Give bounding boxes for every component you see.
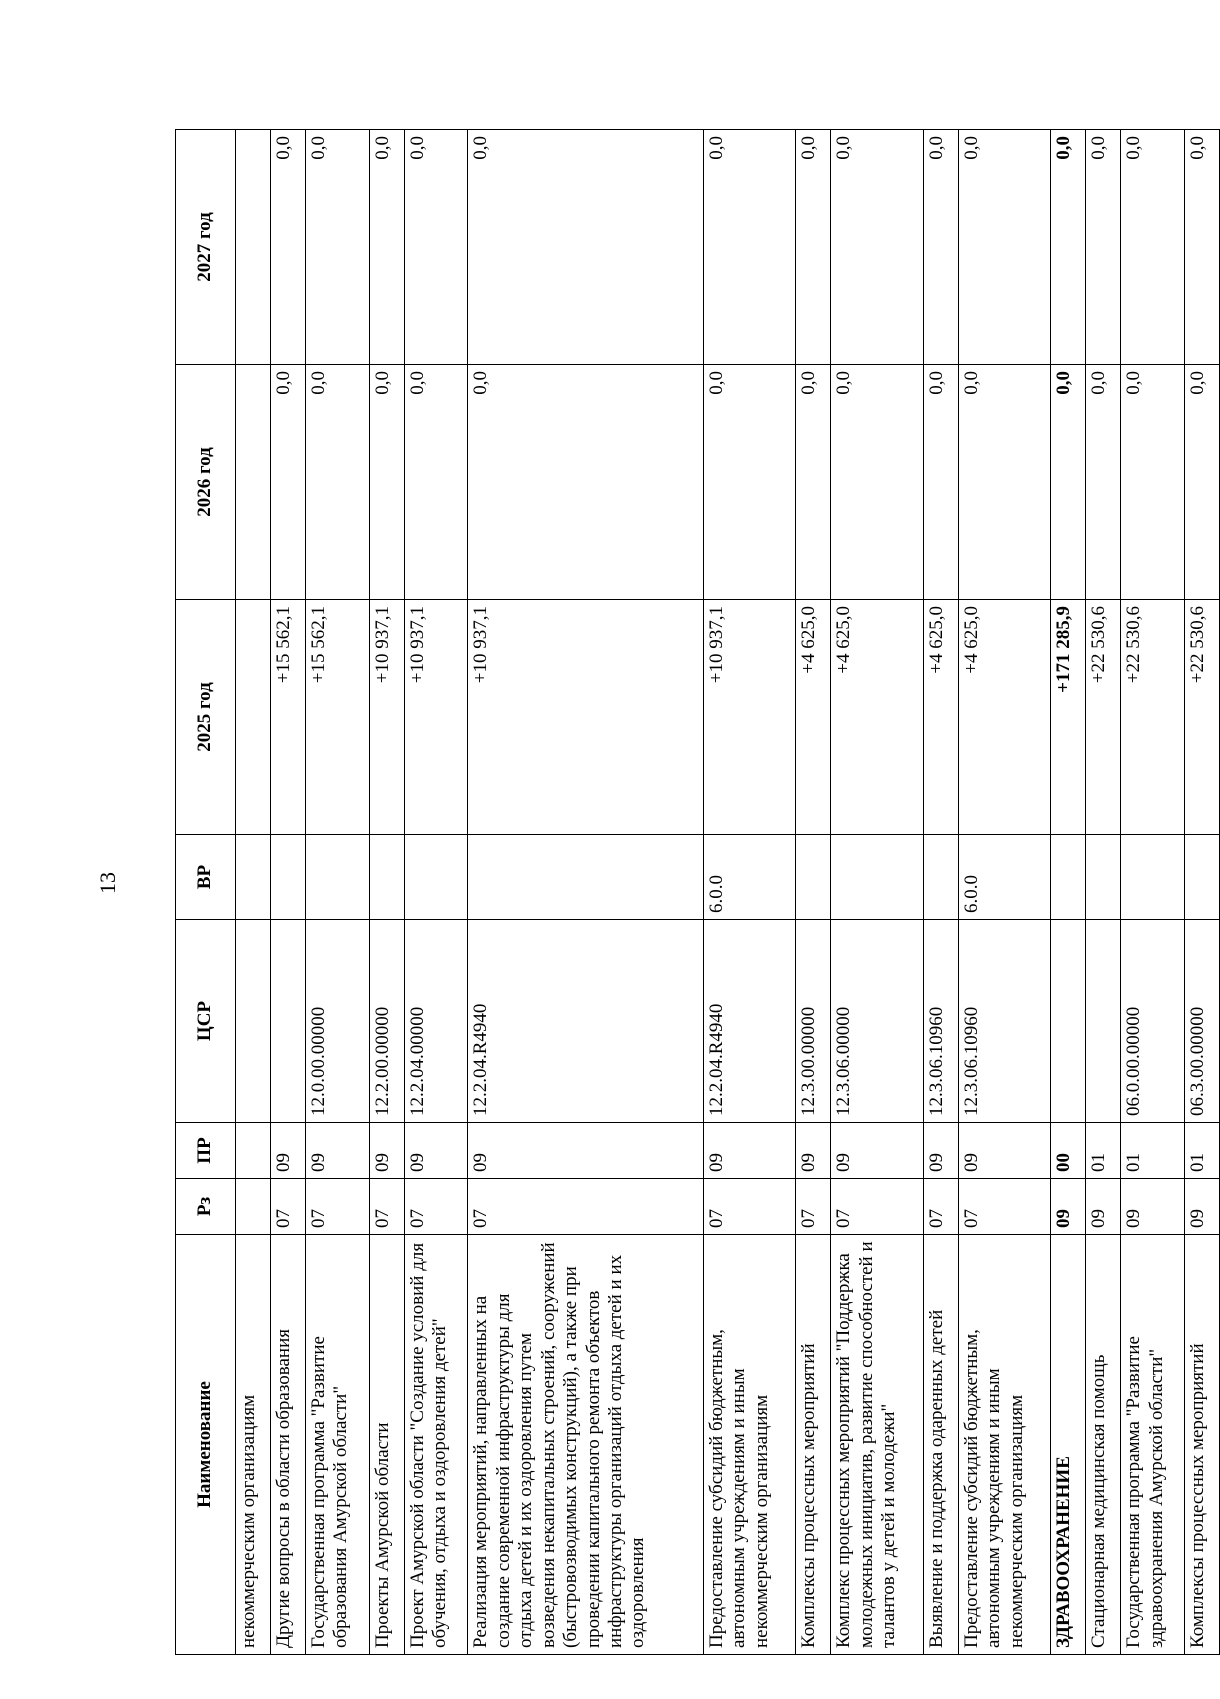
cell-2025: +15 562,1 (306, 600, 370, 835)
header-csr: ЦСР (176, 920, 236, 1123)
cell-name: Государственная программа "Развитие здравоохранения Амурской области" (1121, 1235, 1185, 1655)
cell-2027: 0,0 (831, 130, 923, 365)
cell-2026: 0,0 (404, 365, 468, 600)
table-row (796, 130, 831, 1655)
cell-2025: +10 937,1 (704, 600, 796, 835)
cell-csr (271, 920, 306, 1123)
cell-name: Комплекс процессных мероприятий "Поддержка молодежных инициатив, развитие способностей и талантов у детей и молодежи" (831, 1235, 923, 1655)
table-row (958, 130, 1050, 1655)
cell-csr (236, 920, 271, 1123)
cell-pr: 01 (1086, 1123, 1121, 1179)
table-row (704, 130, 796, 1655)
cell-pr: 09 (271, 1123, 306, 1179)
cell-2025: +22 530,6 (1086, 600, 1121, 835)
cell-pr (236, 1123, 271, 1179)
cell-pr: 09 (831, 1123, 923, 1179)
cell-name: Предоставление субсидий бюджетным, автономным учреждениям и иным некоммерческим организациям (958, 1235, 1050, 1655)
cell-2026: 0,0 (271, 365, 306, 600)
cell-2026: 0,0 (704, 365, 796, 600)
cell-csr (1086, 920, 1121, 1123)
cell-2025: +4 625,0 (958, 600, 1050, 835)
cell-2026: 0,0 (1086, 365, 1121, 600)
cell-pr: 09 (468, 1123, 704, 1179)
cell-2026: 0,0 (306, 365, 370, 600)
cell-csr: 12.2.00.00000 (369, 920, 404, 1123)
cell-rz (236, 1179, 271, 1235)
cell-csr (1051, 920, 1086, 1123)
cell-2026: 0,0 (1051, 365, 1086, 600)
cell-2025: +10 937,1 (404, 600, 468, 835)
cell-rz: 07 (923, 1179, 958, 1235)
header-2025: 2025 год (176, 600, 236, 835)
header-2027: 2027 год (176, 130, 236, 365)
cell-csr: 06.0.00.00000 (1121, 920, 1185, 1123)
cell-csr: 06.3.00.00000 (1184, 920, 1219, 1123)
table-row (1184, 130, 1219, 1655)
cell-2026: 0,0 (923, 365, 958, 600)
cell-2027: 0,0 (796, 130, 831, 365)
table-row (306, 130, 370, 1655)
cell-csr: 12.3.06.00000 (831, 920, 923, 1123)
cell-2025 (236, 600, 271, 835)
table-body (236, 130, 1220, 1655)
cell-csr: 12.2.04.R4940 (704, 920, 796, 1123)
cell-vr (831, 835, 923, 920)
cell-pr: 01 (1184, 1123, 1219, 1179)
cell-csr: 12.3.00.00000 (796, 920, 831, 1123)
cell-2026: 0,0 (831, 365, 923, 600)
cell-2025: +10 937,1 (369, 600, 404, 835)
cell-csr: 12.2.04.R4940 (468, 920, 704, 1123)
cell-csr: 12.3.06.10960 (923, 920, 958, 1123)
cell-csr: 12.0.00.00000 (306, 920, 370, 1123)
table-row (271, 130, 306, 1655)
cell-2026 (236, 365, 271, 600)
table-row (468, 130, 704, 1655)
table-row (1121, 130, 1185, 1655)
cell-pr: 09 (306, 1123, 370, 1179)
cell-pr: 01 (1121, 1123, 1185, 1179)
budget-table (175, 129, 1220, 1655)
cell-rz: 07 (404, 1179, 468, 1235)
cell-name: Проекты Амурской области (369, 1235, 404, 1655)
cell-2025: +171 285,9 (1051, 600, 1086, 835)
table-header-row (176, 130, 236, 1655)
header-rz: Рз (176, 1179, 236, 1235)
cell-rz: 07 (796, 1179, 831, 1235)
cell-vr (796, 835, 831, 920)
cell-pr: 09 (923, 1123, 958, 1179)
cell-2027: 0,0 (271, 130, 306, 365)
cell-2027: 0,0 (306, 130, 370, 365)
cell-2025: +15 562,1 (271, 600, 306, 835)
cell-pr: 09 (958, 1123, 1050, 1179)
cell-2027: 0,0 (1121, 130, 1185, 365)
cell-2025: +10 937,1 (468, 600, 704, 835)
cell-2027: 0,0 (958, 130, 1050, 365)
cell-rz: 09 (1051, 1179, 1086, 1235)
table-row (369, 130, 404, 1655)
cell-2027: 0,0 (1051, 130, 1086, 365)
cell-name: Комплексы процессных мероприятий (796, 1235, 831, 1655)
cell-2026: 0,0 (369, 365, 404, 600)
cell-2026: 0,0 (796, 365, 831, 600)
cell-csr: 12.3.06.10960 (958, 920, 1050, 1123)
cell-vr (1184, 835, 1219, 920)
cell-rz: 07 (271, 1179, 306, 1235)
cell-name: Комплексы процессных мероприятий (1184, 1235, 1219, 1655)
cell-vr: 6.0.0 (958, 835, 1050, 920)
cell-2026: 0,0 (958, 365, 1050, 600)
cell-2025: +22 530,6 (1184, 600, 1219, 835)
cell-name: Реализация мероприятий, направленных на создание современной инфраструктуры для отдыха детей и их оздоровления путем возведения некапитальных строений, сооружений (быстровозводимых конструкций), а также при проведении капитального ремонта объектов инфраструктуры организаций отдыха детей и их оздоровления (468, 1235, 704, 1655)
header-2026: 2026 год (176, 365, 236, 600)
cell-2025: +4 625,0 (831, 600, 923, 835)
table-row (923, 130, 958, 1655)
header-vr: ВР (176, 835, 236, 920)
cell-2026: 0,0 (468, 365, 704, 600)
cell-name: Предоставление субсидий бюджетным, автономным учреждениям и иным некоммерческим организациям (704, 1235, 796, 1655)
cell-2027: 0,0 (1184, 130, 1219, 365)
cell-vr (404, 835, 468, 920)
cell-name: Государственная программа "Развитие образования Амурской области" (306, 1235, 370, 1655)
cell-name: некоммерческим организациям (236, 1235, 271, 1655)
cell-vr (306, 835, 370, 920)
cell-rz: 07 (958, 1179, 1050, 1235)
cell-pr: 09 (369, 1123, 404, 1179)
header-name: Наименование (176, 1235, 236, 1655)
cell-2026: 0,0 (1184, 365, 1219, 600)
cell-2027: 0,0 (923, 130, 958, 365)
cell-rz: 07 (468, 1179, 704, 1235)
rotated-table-container (175, 130, 1220, 1655)
cell-rz: 09 (1121, 1179, 1185, 1235)
cell-name: Проект Амурской области "Создание условий для обучения, отдыха и оздоровления детей" (404, 1235, 468, 1655)
cell-vr (1051, 835, 1086, 920)
cell-rz: 09 (1086, 1179, 1121, 1235)
cell-name: Выявление и поддержка одаренных детей (923, 1235, 958, 1655)
cell-2027: 0,0 (468, 130, 704, 365)
cell-2025: +4 625,0 (796, 600, 831, 835)
cell-pr: 09 (796, 1123, 831, 1179)
cell-vr (1121, 835, 1185, 920)
page-number: 13 (95, 872, 120, 894)
cell-vr: 6.0.0 (704, 835, 796, 920)
table-row (404, 130, 468, 1655)
table-row (831, 130, 923, 1655)
cell-csr: 12.2.04.00000 (404, 920, 468, 1123)
cell-name: ЗДРАВООХРАНЕНИЕ (1051, 1235, 1086, 1655)
cell-vr (271, 835, 306, 920)
cell-2025: +4 625,0 (923, 600, 958, 835)
cell-rz: 07 (831, 1179, 923, 1235)
cell-2027: 0,0 (404, 130, 468, 365)
cell-vr (1086, 835, 1121, 920)
cell-name: Стационарная медицинская помощь (1086, 1235, 1121, 1655)
cell-rz: 07 (306, 1179, 370, 1235)
header-pr: ПР (176, 1123, 236, 1179)
cell-rz: 09 (1184, 1179, 1219, 1235)
cell-rz: 07 (369, 1179, 404, 1235)
cell-vr (369, 835, 404, 920)
cell-pr: 00 (1051, 1123, 1086, 1179)
cell-2025: +22 530,6 (1121, 600, 1185, 835)
cell-pr: 09 (704, 1123, 796, 1179)
cell-rz: 07 (704, 1179, 796, 1235)
cell-2027: 0,0 (704, 130, 796, 365)
cell-2027: 0,0 (1086, 130, 1121, 365)
cell-pr: 09 (404, 1123, 468, 1179)
cell-vr (236, 835, 271, 920)
cell-2026: 0,0 (1121, 365, 1185, 600)
cell-vr (468, 835, 704, 920)
cell-vr (923, 835, 958, 920)
cell-2027: 0,0 (369, 130, 404, 365)
cell-name: Другие вопросы в области образования (271, 1235, 306, 1655)
table-row (236, 130, 271, 1655)
table-row (1086, 130, 1121, 1655)
table-row (1051, 130, 1086, 1655)
cell-2027 (236, 130, 271, 365)
